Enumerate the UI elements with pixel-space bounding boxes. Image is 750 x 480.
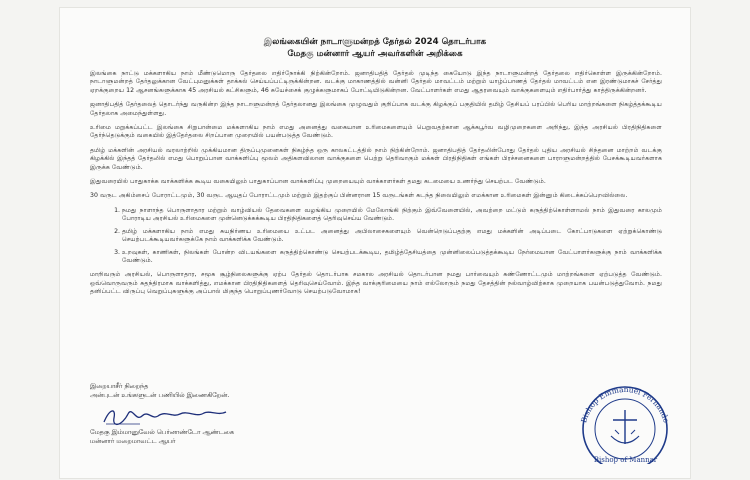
bishop-seal-icon	[565, 374, 685, 464]
signer-title: மன்னார் மறைமாவட்ட ஆயர்	[90, 436, 176, 445]
paragraph-2: ஜனாதிபதித் தேர்தலைத் தொடர்ந்து வருகின்ற இந்த நாடாளுமன்றத் தேர்தலானது இலங்கை முழுவதும் குறிப்பாக வடக்கு கிழக்குப் பகுதியில் தமிழ் தேசியப் பரப்பில் பெரிய மாற்றங்களை நிகழ்த்தக்கூடிய தேர்தலாக அமைந்துள்ளது.	[90, 101, 662, 117]
closing-wish: இறையாசீர் நிறைந்த	[90, 382, 149, 390]
paragraph-1: இலங்கை நாட்டு மக்களாகிய நாம் மீண்டுமொரு தேர்தலை எதிர்நோக்கி நிற்கின்றோம். ஜனாதிபதித் தேர்தல் முடிந்த கையோடு இந்த நாடாளுமன்றத் தேர்தலை எதிர்கொள்ள இருக்கின்றோம். நாடாளுமன்றத் தேர்தலுக்கான வேட்புமனுக்கள் தாக்கல் செய்யப்பட்டிருக்கின்றன. வடக்கு மாகாணத்தில் வன்னி தேர்தல் மாவட்டம் மற்றும் யாழ்ப்பாணத் தேர்தல் மாவட்டம் என இரண்டுமாகச் சேர்த்து ஏறக்குறைய 12 ஆசனங்களுக்காக 45 அரசியல் கட்சிகளும், 46 சுயேச்சைக் குழுக்களுமாகப் போட்டியிடுகின்றன. வேட்பாளர்கள் எமது ஆதரவையும் வாக்குகளையும் எதிர்பார்த்து காத்திருக்கின்றனர்.	[90, 70, 662, 94]
signature-icon	[100, 404, 230, 430]
paragraph-5: இதுவரையில் பாதுகாக்க வாக்களிக்க கூடிய வகையிலும் பாதுகாப்பான வாக்களிப்பு முறையையும் வாக்காளர்கள் தமது கடமையை உணர்ந்து செயற்பட வேண்டும்.	[90, 178, 546, 186]
numbered-list	[90, 207, 662, 265]
signer-block	[90, 428, 234, 445]
seal-text-bottom: Bishop of Mannar	[593, 456, 658, 464]
document-page	[60, 8, 690, 478]
document-body	[90, 70, 662, 303]
list-item: 1. நமது நாளாந்த பொருளாதார மற்றும் வாழ்வியல் தேவைகளை வழங்கிய முறையில் மேலோங்கி நிற்கும் இவ்வேளையில், அவற்றை மட்டும் கருத்திற்கொள்ளாமல் நாம் இதுவரை காலமும் போராடிய அரசியல் உரிமைகளை முன்னெடுக்கக்கூடிய பிரதிநிதிகளைத் தெரிவுசெய்ய வேண்டும்.	[122, 207, 662, 224]
title-line-1: இலங்கையின் நாடாளுமன்றத் தேர்தல் 2024 தொடர்பாக	[263, 37, 487, 47]
list-item: 3. உறவுகள், காணிகள், நிலங்கள் போன்ற விடயங்களை கருத்திற்கொண்டு செயற்படக்கூடிய, தமிழ்த்தேசியத்தை முன்னிலைப்படுத்தக்கூடிய நேர்மையான வேட்பாளர்களுக்கு நாம் வாக்களிக்க வேண்டும்.	[122, 249, 662, 266]
document-title	[60, 36, 690, 60]
closing-regards: அன்புடன் உங்களுடன் பணியில் இணைகிறேன்.	[90, 390, 230, 399]
closing-paragraph: மாறிவரும் அரசியல், பொருளாதார, சமூக சூழ்நிலைகளுக்கு ஏற்ப தேர்தல் தொடர்பாக சமகால அரசியல் தொடர்பான நமது பார்வையும் கண்ணோட்டமும் மாற்றங்களை ஏற்படுத்த வேண்டும். ஒவ்வொருவரும் சுதந்திரமாக வாக்களித்து, எமக்கான பிரதிநிதிகளைத் தெரிவுசெய்வோம். இந்த வாக்குரிமையை நாம் எல்லோரும் நமது தேசத்தின் நல்வாழ்விற்காக முறையாக பயன்படுத்துவோம். நமது தனிப்பட்ட விருப்பு வெறுப்புகளுக்கு அப்பால் மிகுந்த பொறுப்புணர்வோடு செயற்படுவோமாக!	[90, 271, 662, 296]
paragraph-4: தமிழ் மக்களின் அரசியல் வரலாற்றில் முக்கியமான திருப்புமுனைகள் நிகழ்ந்த ஒரு காலகட்டத்தில் நாம் நிற்கின்றோம். ஜனாதிபதித் தேர்தலின்போது தேர்தல் புதிய அரசியல் சிந்தனை மாற்றம் வடக்கு கிழக்கில் இந்தத் தேர்தலில் எமது பொறுப்பான வாக்களிப்பு மூலம் அதிகளவிலான வாக்குகளை பெற்று தெரிவாகும் மக்கள் பிரதிநிதிகள் எங்கள் பிரச்சனைகளை பாராளுமன்றத்தில் பேசக்கூடியவர்களாக இருக்க வேண்டும்.	[90, 146, 662, 171]
title-line-2: மேதகு மன்னார் ஆயர் அவர்களின் அறிக்கை	[287, 49, 463, 59]
seal-text-top: Bishop Emmanuel Fernando	[579, 384, 671, 424]
closing-block	[90, 382, 229, 399]
signer-name: மேதகு இம்மானுவேல் பெர்னாண்டோ ஆண்டகை	[90, 428, 234, 436]
paragraph-3: உரிமை மறுக்கப்பட்ட இலங்கை சிறுபான்மை மக்களாகிய நாம் எமது அனைத்து வகையான உரிமைகளையும் பெறுவதற்கான ஆக்கபூர்வ வழிமுறைகளை அறிந்து, இந்த அரசியல் பிரதிநிதிகளை தேர்ந்தெடுக்கும் வகையில் இத்தேர்தலை சிறப்பான முறையில் பயன்படுத்த வேண்டும்.	[90, 124, 662, 140]
list-item: 2. தமிழ் மக்களாகிய நாம் எமது சுயநிர்ணய உரிமையை உட்பட அனைத்து அபிலாசைகளையும் வென்றெடுப்பதற்கு எமது மக்களின் அடிப்படை கோட்பாடுகளை ஏற்றுக்கொண்டு செயற்படக்கூடியவர்களுக்கே நாம் வாக்களிக்க வேண்டும்.	[122, 228, 662, 245]
paragraph-6: 30 வருட அகிம்சைப் போராட்டமும், 30 வருட ஆயுதப் போராட்டமும் மற்றும் இதற்குப் பின்னரான 15 வருடங்கள் கடந்த நிலையிலும் எமக்கான உரிமைகள் இன்னும் கிடைக்கப்பெறவில்லை.	[90, 192, 628, 200]
